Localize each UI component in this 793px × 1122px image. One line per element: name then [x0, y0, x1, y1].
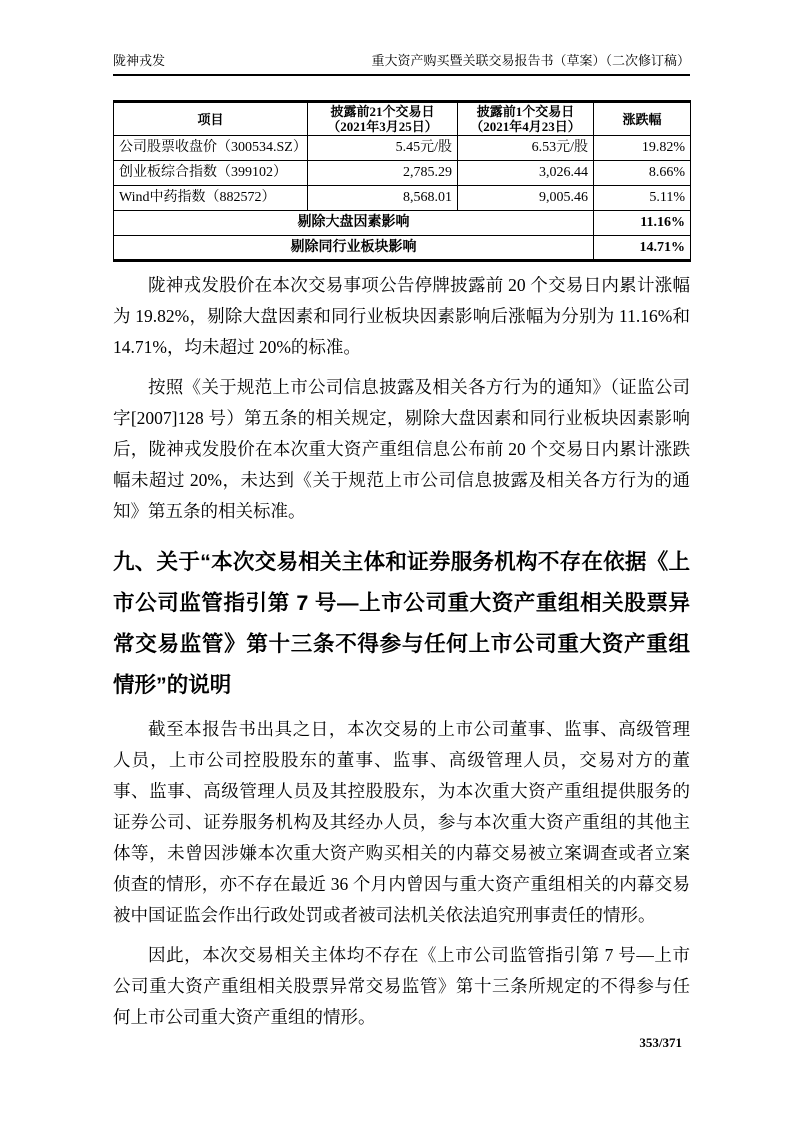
col-header-change	[594, 102, 691, 136]
col-header-pre21-days	[308, 102, 458, 136]
row-label: Wind中药指数（882572）	[114, 186, 308, 211]
col-header-pre1-day	[458, 102, 594, 136]
value-pre1: 6.53元/股	[458, 136, 594, 161]
page-number: 353/371	[639, 1035, 682, 1050]
value-pre1: 9,005.46	[458, 186, 594, 211]
summary-label: 剔除大盘因素影响	[114, 211, 594, 236]
value-change: 5.11%	[594, 186, 691, 211]
summary-value: 14.71%	[594, 236, 691, 261]
paragraph-final-conclusion: 因此，本次交易相关主体均不存在《上市公司监管指引第 7 号—上市公司重大资产重组相关股票异常交易监管》第十三条所规定的不得参与任何上市公司重大资产重组的情形。	[113, 945, 690, 1027]
paragraph-insider-trading-statement: 截至本报告书出具之日，本次交易的上市公司董事、监事、高级管理人员，上市公司控股股东的董事、监事、高级管理人员，交易对方的董事、监事、高级管理人员及其控股股东，为本次重大资产重组提供服务的证券公司、证券服务机构及其经办人员，参与本次重大资产重组的其他主体等，未曾因涉嫌本次重大资产购买相关的内幕交易被立案调查或者立案侦查的情形，亦不存在最近 36 个月内曾因与重大资产重组相关的内幕交易被中国证监会作出行政处罚或者被司法机关依法追究刑事责任的情形。	[113, 719, 690, 925]
paragraph-price-change-summary: 陇神戎发股价在本次交易事项公告停牌披露前 20 个交易日内累计涨幅为 19.82%，剔除大盘因素和同行业板块因素影响后涨幅为分别为 11.16%和 14.71%，均未超过 20%的标准。	[113, 275, 690, 357]
header-report-title: 重大资产购买暨关联交易报告书（草案）（二次修订稿）	[371, 53, 690, 68]
header-company-name: 陇神戎发	[113, 53, 166, 68]
col-header-text: 涨跌幅	[622, 111, 662, 127]
col-header-date: （2021年4月23日）	[470, 119, 581, 134]
section-heading-nine: 九、关于“本次交易相关主体和证券服务机构不存在依据《上市公司监管指引第 7 号—上市公司重大资产重组相关股票异常交易监管》第十三条不得参与任何上市公司重大资产重组情形”的说明	[113, 550, 690, 697]
col-header-date: （2021年3月25日）	[327, 119, 438, 134]
value-change: 19.82%	[594, 136, 691, 161]
summary-value: 11.16%	[594, 211, 691, 236]
value-pre1: 3,026.44	[458, 161, 594, 186]
running-header	[113, 53, 690, 76]
value-pre21: 2,785.29	[308, 161, 458, 186]
table-header-row	[114, 102, 691, 136]
price-change-table	[113, 100, 691, 262]
value-pre21: 8,568.01	[308, 186, 458, 211]
summary-row-market-factor	[114, 211, 691, 236]
table-row-wind-tcm-index	[114, 186, 691, 211]
summary-label: 剔除同行业板块影响	[114, 236, 594, 261]
row-label: 公司股票收盘价（300534.SZ）	[114, 136, 308, 161]
row-label: 创业板综合指数（399102）	[114, 161, 308, 186]
paragraph-regulation-conclusion: 按照《关于规范上市公司信息披露及相关各方行为的通知》（证监公司字[2007]128 号）第五条的相关规定，剔除大盘因素和同行业板块因素影响后，陇神戎发股价在本次重大资产重组信息公布前 20 个交易日内累计涨跌幅未超过 20%，未达到《关于规范上市公司信息披露及相关各方行为的通知》第五条的相关标准。	[113, 377, 690, 521]
col-header-text: 披露前1个交易日	[476, 104, 575, 119]
table-row-chinext-index	[114, 161, 691, 186]
value-change: 8.66%	[594, 161, 691, 186]
col-header-text: 项目	[197, 111, 224, 127]
summary-row-sector-factor	[114, 236, 691, 261]
col-header-text: 披露前21个交易日	[330, 104, 435, 119]
col-header-item	[114, 102, 308, 136]
table-row-stock-price	[114, 136, 691, 161]
value-pre21: 5.45元/股	[308, 136, 458, 161]
